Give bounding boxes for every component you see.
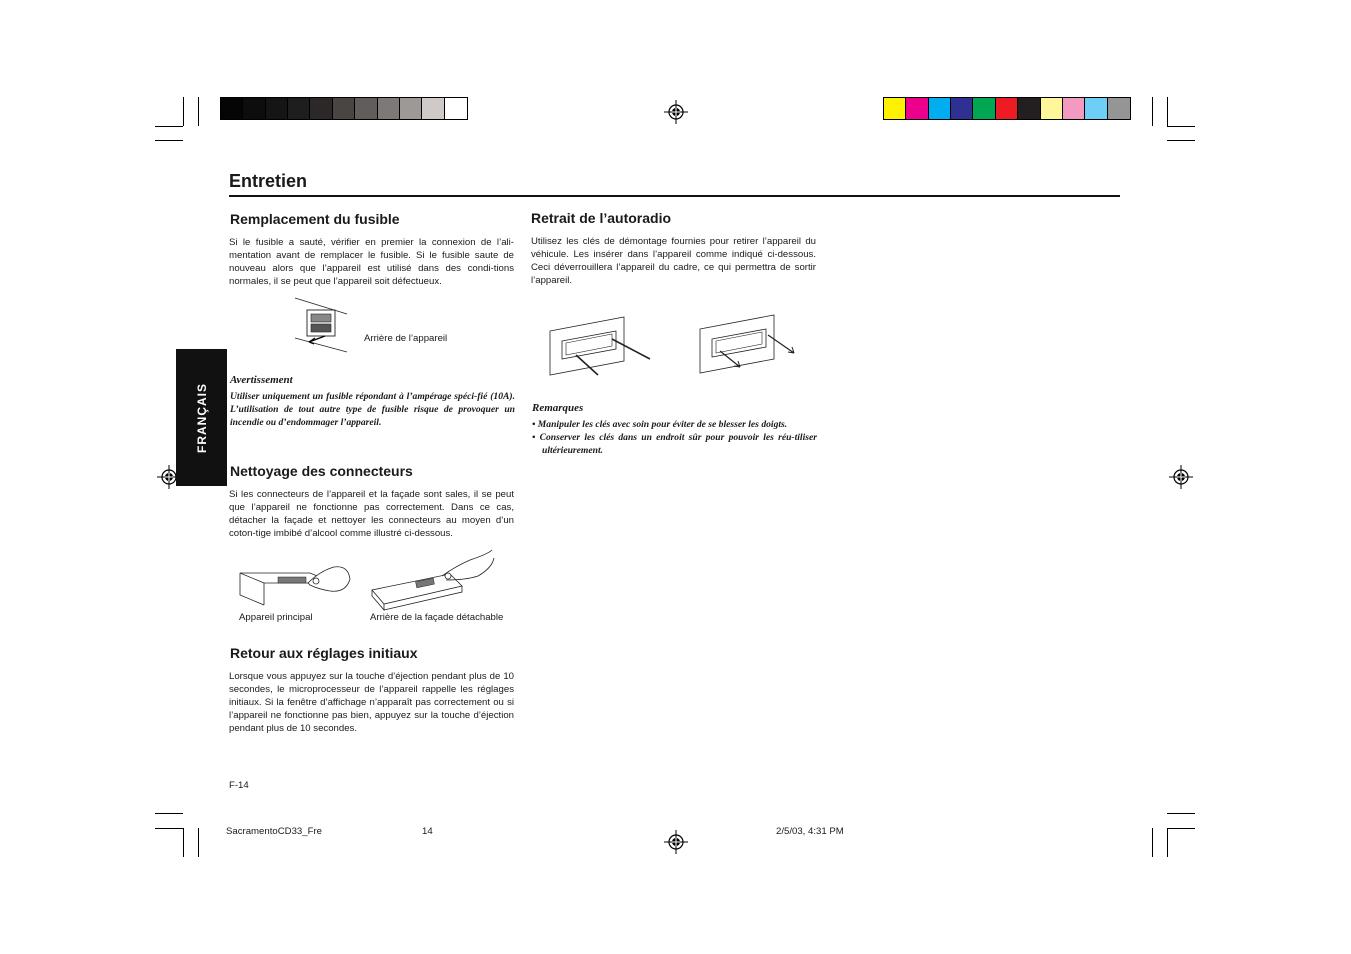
faceplate-cleaning-illustration (370, 546, 495, 610)
fuse-illustration (295, 296, 355, 354)
page-number: F-14 (229, 780, 249, 791)
gray-swatch-4 (288, 98, 310, 119)
main-unit-caption: Appareil principal (239, 612, 313, 623)
faceplate-caption: Arrière de la façade détachable (370, 612, 504, 623)
gray-swatch-8 (378, 98, 400, 119)
color-swatch-4 (951, 98, 973, 119)
registration-mark-top (664, 100, 688, 124)
color-swatch-8 (1041, 98, 1063, 119)
note-item: • Manipuler les clés avec soin pour éviter de se blesser les doigts. (532, 419, 788, 430)
gray-swatch-7 (355, 98, 377, 119)
gray-swatch-1 (221, 98, 243, 119)
gray-swatch-2 (243, 98, 265, 119)
color-swatch-10 (1085, 98, 1107, 119)
grayscale-color-bar (220, 97, 468, 120)
fuse-text: Si le fusible a sauté, vérifier en premier la connexion de l’ali-mentation avant de remplacer le fusible. Si le fusible saute de nouveau alors que l’appareil est utilisé dans des condi-tions normales, il se peut que l’appareil soit défectueux. (229, 237, 514, 287)
gray-swatch-6 (333, 98, 355, 119)
note-item: • Conserver les clés dans un endroit sûr pour pouvoir les réu-tiliser ultérieurement. (532, 431, 817, 456)
color-swatch-9 (1063, 98, 1085, 119)
warning-heading: Avertissement (230, 374, 293, 386)
title-rule (229, 195, 1120, 197)
fuse-heading: Remplacement du fusible (230, 211, 400, 227)
fuse-caption: Arrière de l’appareil (364, 333, 448, 344)
page-title: Entretien (229, 171, 308, 191)
process-color-bar (883, 97, 1131, 120)
color-swatch-1 (884, 98, 906, 119)
color-swatch-7 (1018, 98, 1040, 119)
notes-list (532, 419, 817, 458)
removal-text: Utilisez les clés de démontage fournies pour retirer l’appareil du véhicule. Les insérer dans l’appareil comme indiqué ci-dessous. Ceci déverrouillera l’appareil du cadre, ce qui permettra de sortir l’appareil. (531, 236, 816, 286)
gray-swatch-9 (400, 98, 422, 119)
removal-keys-illustration-2 (696, 311, 800, 377)
removal-heading: Retrait de l’autoradio (531, 210, 672, 226)
reset-text: Lorsque vous appuyez sur la touche d’éjection pendant plus de 10 secondes, le microprocesseur de l’appareil rappelle les réglages initiaux. Si la fenêtre d’affichage n’apparaît pas correctement ou si l’appareil ne fonctionne pas bien, appuyez sur la touche d’éjection pendant plus de 10 secondes. (229, 671, 514, 734)
color-swatch-6 (996, 98, 1018, 119)
gray-swatch-5 (310, 98, 332, 119)
registration-mark-right (1169, 465, 1193, 489)
gray-swatch-10 (422, 98, 444, 119)
gray-swatch-11 (445, 98, 467, 119)
language-tab (176, 349, 227, 486)
main-unit-cleaning-illustration (238, 553, 353, 607)
color-swatch-2 (906, 98, 928, 119)
color-swatch-3 (929, 98, 951, 119)
gray-swatch-3 (266, 98, 288, 119)
connectors-heading: Nettoyage des connecteurs (230, 463, 413, 479)
footer-date: 2/5/03, 4:31 PM (776, 826, 844, 837)
connectors-text: Si les connecteurs de l’appareil et la façade sont sales, il se peut que l’appareil ne fonctionne pas correctement. Dans ce cas, détacher la façade et nettoyer les connecteurs au moyen d’un coton-tige imbibé d’alcool comme illustré ci-dessous. (229, 489, 514, 539)
color-swatch-5 (973, 98, 995, 119)
reset-heading: Retour aux réglages initiaux (230, 645, 418, 661)
language-tab-label: FRANÇAIS (194, 382, 209, 453)
footer-file-name: SacramentoCD33_Fre (226, 826, 322, 837)
removal-keys-illustration-1 (546, 313, 654, 379)
notes-heading: Remarques (532, 402, 584, 414)
registration-mark-bottom (664, 830, 688, 854)
warning-text: Utiliser uniquement un fusible répondant à l’ampérage spéci-fié (10A). L’utilisation de tout autre type de fusible risque de provoquer un incendie ou d’endommager l’appareil. (230, 391, 515, 428)
footer-sheet-number: 14 (422, 826, 433, 837)
color-swatch-11 (1108, 98, 1130, 119)
